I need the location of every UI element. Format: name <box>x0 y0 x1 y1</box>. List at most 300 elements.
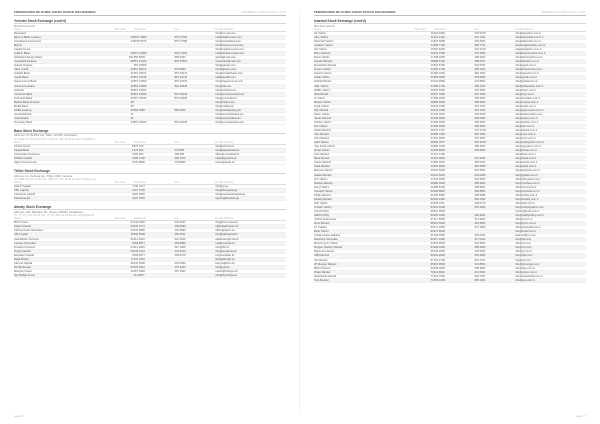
cell-code: 60 <box>415 230 434 234</box>
cell-tel: 867 21022 <box>134 60 175 64</box>
cell-email[interactable]: info@ffin.kz <box>215 245 286 249</box>
cell-name: Kapital Bank <box>14 149 115 153</box>
cell-email[interactable]: info@delta.com.tr <box>515 165 586 169</box>
cell-fax: 384 1001 <box>474 72 515 76</box>
cell-email[interactable]: mail@centras.kz <box>215 241 286 245</box>
cell-email[interactable]: info@tbccapital.ge <box>215 189 286 193</box>
cell-code: 35 <box>115 88 134 92</box>
exchange-title <box>314 19 586 24</box>
cell-email[interactable]: info@acbaleasing.am <box>215 108 286 112</box>
cell-email[interactable]: ata@atayatirim.com.tr <box>515 48 586 52</box>
cell-name: Morgan Stanley Menkul <box>314 246 415 250</box>
cell-email[interactable]: info@alfacapital.kz <box>215 233 286 237</box>
cell-name: Deniz Yatirim <box>314 56 415 60</box>
cell-tel: 285 1700 <box>434 84 475 88</box>
cell-email[interactable]: info@sanko.com.tr <box>515 116 586 120</box>
cell-code: 39 <box>115 104 134 108</box>
cell-email[interactable]: invest@zhetysu.kz <box>215 269 286 273</box>
column-header-email: E-mail address <box>215 181 286 185</box>
cell-email[interactable]: info@sekerbank.com.tr <box>515 274 586 278</box>
cell-tel: 393 4200 <box>434 214 475 218</box>
cell-name: Eurasian Capital <box>14 253 115 257</box>
cell-email[interactable]: info@akyatirim.com.tr <box>515 31 586 35</box>
cell-email[interactable]: info@skybridge.kz <box>215 273 286 277</box>
cell-name: TBC Capital <box>14 189 115 193</box>
cell-email[interactable]: inecobank@mail.com <box>215 60 286 64</box>
cell-email[interactable]: info@marbas.com.tr <box>515 181 586 185</box>
cell-code: 7 <box>115 185 134 189</box>
exchange-contact-line: Tel: (994 12) 498 94 40 Fax: (994 12) 498 00 66 E-mail: info@bfb.az <box>14 137 96 141</box>
cell-tel: 244 5090 <box>134 261 175 265</box>
cell-email[interactable]: info@polen.com.tr <box>515 270 586 274</box>
cell-email[interactable]: info@unibank.am <box>215 88 286 92</box>
cell-name: Anelik Bank <box>14 76 115 80</box>
exchange-title <box>14 169 286 174</box>
cell-tel: 366 8800 <box>434 189 475 193</box>
cell-tel: 441 8800 <box>134 161 175 165</box>
cell-fax: 276 2728 <box>474 129 515 133</box>
cell-email[interactable]: info@teb.com.tr <box>515 124 586 128</box>
cell-name: Anadolu Yatirim <box>314 44 415 48</box>
cell-email[interactable]: info@paymenkul.com.tr <box>515 108 586 112</box>
cell-name: Sekerbank Menkul <box>314 274 415 278</box>
cell-email[interactable]: info@a1capital.com.tr <box>515 226 586 230</box>
cell-name: Meksa Yatirim <box>314 100 415 104</box>
cell-email[interactable]: info@kapitalbank.az <box>215 149 286 153</box>
cell-name: BGC Partners <box>314 266 415 270</box>
cell-email[interactable]: credit@sarin.com <box>215 68 286 72</box>
cell-fax: 259 6078 <box>174 253 215 257</box>
cell-code: 23 <box>115 39 134 43</box>
cell-email[interactable]: info@ulus.com.tr <box>515 133 586 137</box>
cell-fax: 267 1831 <box>174 269 215 273</box>
cell-email[interactable]: info@isyatirim.com.tr <box>515 96 586 100</box>
cell-name: Mellat Bank <box>14 104 115 108</box>
cell-email[interactable]: info@bizimmenkul.com.tr <box>515 52 586 56</box>
cell-email[interactable]: info@gt.ge <box>215 185 286 189</box>
cell-tel: 240 1617 <box>134 185 175 189</box>
cell-email[interactable]: info@tengricap.kz <box>215 249 286 253</box>
cell-name: Hayeconomy Bank <box>14 80 115 84</box>
cell-fax: 349 0401 <box>474 234 515 238</box>
cell-email[interactable]: info@taib.com.tr <box>515 201 586 205</box>
cell-name: Halk Yatirim <box>314 84 415 88</box>
cell-name: Bizim Menkul <box>314 52 415 56</box>
cell-fax: 350 0211 <box>474 161 515 165</box>
cell-email[interactable]: info@zirve.com.tr <box>515 222 586 226</box>
section-list <box>14 19 286 278</box>
cell-fax: 367 7001 <box>474 92 515 96</box>
cell-email[interactable]: info@alternatif.com.tr <box>515 39 586 43</box>
cell-code: 59 <box>415 226 434 230</box>
cell-email[interactable]: info@halkyatirim.com.tr <box>515 84 586 88</box>
cell-email[interactable]: info@infoyatirim.com <box>515 177 586 181</box>
column-header-fax: Fax <box>174 217 215 221</box>
column-header-name: Name <box>14 217 115 221</box>
cell-tel: 355 4646 <box>434 120 475 124</box>
cell-email[interactable]: info@db.com <box>515 238 586 242</box>
cell-code: 61 <box>115 221 134 225</box>
cell-fax: 310 6210 <box>474 48 515 52</box>
cell-tel: 867 31620 <box>134 120 175 124</box>
cell-fax: 355 4601 <box>474 124 515 128</box>
cell-name: Acar Menkul <box>314 153 415 157</box>
cell-email[interactable]: info@jpmorgan.com <box>515 262 586 266</box>
cell-email[interactable]: office@unicapital.az <box>215 153 286 157</box>
cell-email[interactable]: info@bcc-invest.kz <box>215 221 286 225</box>
cell-tel: 372 700 <box>134 144 175 148</box>
cell-email[interactable]: info@nurol.com.tr <box>515 185 586 189</box>
cell-email[interactable]: mail@ardshin-bank.com <box>215 52 286 56</box>
cell-email[interactable]: info@sekeryatirim.com <box>515 112 586 116</box>
cell-email[interactable]: registry@kavkas.ge <box>215 197 286 201</box>
cell-fax: 200 950 <box>174 153 215 157</box>
cell-code: 12 <box>115 269 134 273</box>
cell-fax: 368 6701 <box>474 60 515 64</box>
cell-name: Bulls Yatirim <box>314 230 415 234</box>
cell-fax: 339 8001 <box>474 149 515 153</box>
cell-name: Zhetysu Invest <box>14 269 115 273</box>
cell-email[interactable]: info@garanti.com.tr <box>515 72 586 76</box>
cell-email[interactable]: info@ren-ak.com <box>215 31 286 35</box>
cell-email[interactable]: delta@broker.kz <box>215 257 286 261</box>
cell-code: 36 <box>415 133 434 137</box>
cell-tel: 370 1500 <box>434 52 475 56</box>
cell-name: Galata Menkul <box>314 173 415 177</box>
column-header-code: SE Code <box>115 217 134 221</box>
cell-name: Tengri Capital <box>14 249 115 253</box>
cell-email[interactable]: info@acar.com.tr <box>515 153 586 157</box>
cell-name: Global Menkul <box>314 80 415 84</box>
cell-tel: 279 3312 <box>134 265 175 269</box>
column-header-email: E-mail address <box>515 28 586 32</box>
cell-tel: 286 3000 <box>434 181 475 185</box>
cell-name: ING Menkul <box>314 92 415 96</box>
cell-fax: 319 5701 <box>474 64 515 68</box>
cell-code: 72 <box>415 278 434 282</box>
cell-code: 3 <box>115 153 134 157</box>
cell-tel: 867 20050 <box>134 64 175 68</box>
cell-tel: 244 3232 <box>134 221 175 225</box>
cell-name: Prometey Bank <box>14 120 115 124</box>
cell-tel: 367 3600 <box>434 209 475 213</box>
cell-tel: 227 2700 <box>134 189 175 193</box>
cell-email[interactable]: info@tekstil.com.tr <box>515 129 586 133</box>
cell-fax: 244 7001 <box>474 108 515 112</box>
cell-fax <box>174 197 215 201</box>
cell-code: 34 <box>415 124 434 128</box>
cell-code: 28 <box>415 100 434 104</box>
cell-fax: 867 21570 <box>174 80 215 84</box>
cell-email[interactable]: info@oyak.com.tr <box>515 104 586 108</box>
cell-code: 30 <box>415 108 434 112</box>
cell-name: Yatirim Finansman <box>314 218 415 222</box>
cell-tel: 200 900 <box>134 153 175 157</box>
cell-email[interactable]: info@araratbank.com <box>215 39 286 43</box>
cell-fax: 318 2501 <box>474 177 515 181</box>
cell-email[interactable]: post@conversebank.am <box>215 92 286 96</box>
cell-tel: 370 800 <box>134 149 175 153</box>
cell-fax: 354 4401 <box>474 197 515 201</box>
cell-email[interactable]: info@aeb.am <box>215 84 286 88</box>
cell-email[interactable]: info@ekspres.com.tr <box>515 169 586 173</box>
cell-code: 51 <box>415 193 434 197</box>
cell-tel: 311 3034 <box>134 237 175 241</box>
cell-email[interactable]: hf@halykfinance.kz <box>215 225 286 229</box>
cell-code: 24 <box>115 229 134 233</box>
cell-name: Teb Yatirim <box>314 124 415 128</box>
cell-email[interactable]: info@bgc.com.tr <box>515 266 586 270</box>
cell-fax: 367 3637 <box>474 137 515 141</box>
cell-email[interactable]: portfoy@unlu.com.tr <box>515 209 586 213</box>
cell-code: 14 <box>415 44 434 48</box>
cell-code: 45 <box>415 169 434 173</box>
column-header-fax: Fax <box>174 28 215 32</box>
cell-code: 53 <box>415 201 434 205</box>
cell-name: Unicapital Investment <box>14 153 115 157</box>
cell-email[interactable]: info@phillip.com.tr <box>515 193 586 197</box>
cell-code: 17 <box>415 56 434 60</box>
cell-code: 31 <box>415 112 434 116</box>
cell-code: 23 <box>415 80 434 84</box>
column-header-name: Name <box>14 28 115 32</box>
cell-code: 38 <box>115 100 134 104</box>
cell-tel: 317 0100 <box>434 238 475 242</box>
cell-name: Garant Finance <box>14 64 115 68</box>
cell-email[interactable]: info@strateji.com.tr <box>515 197 586 201</box>
cell-tel: 867 31330 <box>134 96 175 100</box>
cell-email[interactable]: info@procredit.am <box>215 96 286 100</box>
table-row <box>314 278 586 282</box>
cell-email[interactable]: global@mail.com <box>215 56 286 60</box>
column-header-tel: Telephone <box>134 181 175 185</box>
cell-email[interactable]: info@tacirler.com.tr <box>515 120 586 124</box>
cell-email[interactable]: invest@aqrar.az <box>215 161 286 165</box>
cell-email[interactable]: info@prometeybank.am <box>215 120 286 124</box>
cell-email[interactable]: info@ms.com <box>515 246 586 250</box>
cell-fax: 244 2120 <box>174 249 215 253</box>
cell-email[interactable]: info@aztrust.az <box>215 144 286 148</box>
cell-email[interactable]: info@denizyatirim.com <box>515 56 586 60</box>
cell-email[interactable]: info@dundar.com.tr <box>515 60 586 64</box>
cell-tel: 315 6500 <box>434 39 475 43</box>
cell-tel: 867 19062 <box>134 88 175 92</box>
cell-code: 39 <box>115 261 134 265</box>
cell-fax: 311 3040 <box>174 237 215 241</box>
cell-tel: 267 1830 <box>134 269 175 273</box>
exchange-title <box>14 205 286 210</box>
cell-code: 5 <box>115 161 134 165</box>
cell-email[interactable]: info@armswissbank.am <box>215 112 286 116</box>
cell-code: 8 <box>115 241 134 245</box>
exchange-contact-line: Tel: (7 727) 237 53 00 Fax: (7 727) 296 64 02 E-mail: info@kase.kz <box>14 213 95 217</box>
cell-fax: 376 4601 <box>474 88 515 92</box>
members-table <box>314 28 586 283</box>
cell-name: Turkish Yatirim <box>314 205 415 209</box>
cell-name: Strateji Menkul <box>314 197 415 201</box>
members-table <box>14 28 286 125</box>
cell-code: 34 <box>115 84 134 88</box>
cell-email[interactable]: info@boone-invest.com <box>215 44 286 48</box>
cell-email[interactable]: office@kazks.kz <box>215 229 286 233</box>
running-head <box>314 10 586 16</box>
column-header-name: Name <box>14 181 115 185</box>
cell-tel: 318 2500 <box>434 177 475 181</box>
cell-email[interactable]: info@gedik.com.tr <box>515 76 586 80</box>
cell-tel: 319 2000 <box>434 254 475 258</box>
cell-name: Freedom Finance <box>14 245 115 249</box>
cell-email[interactable]: info@ziraat.com.tr <box>515 149 586 153</box>
cell-fax: 259 0593 <box>174 225 215 229</box>
cell-tel: 212 1420 <box>434 35 475 39</box>
cell-email[interactable]: info@ubs.com <box>515 254 586 258</box>
cell-tel: 335 0000 <box>434 116 475 120</box>
cell-email[interactable]: info@garant.com <box>215 64 286 68</box>
column-header-name: Name <box>314 28 415 32</box>
cell-code: 19 <box>415 64 434 68</box>
cell-email[interactable]: info@artsakhbank.com <box>215 72 286 76</box>
cell-email[interactable]: info@egeli.com.tr <box>515 64 586 68</box>
cell-email[interactable]: info@ykyatirim.com.tr <box>515 145 586 149</box>
cell-fax: 339 3901 <box>474 266 515 270</box>
cell-tel: 282 1700 <box>434 68 475 72</box>
cell-tel: 319 5700 <box>434 64 475 68</box>
cell-email[interactable]: info@bulls.com.tr <box>515 230 586 234</box>
cell-code: 2 <box>115 189 134 193</box>
cell-email[interactable]: info@yf.com.tr <box>515 218 586 222</box>
cell-email[interactable]: info@mellat.am <box>215 104 286 108</box>
cell-email[interactable]: info@caucasuscapital.ge <box>215 193 286 197</box>
cell-name: Phillip Menkul <box>314 193 415 197</box>
exchange-section <box>14 169 286 201</box>
cell-email[interactable]: info@ing.com.tr <box>515 92 586 96</box>
cell-fax: 352 3578 <box>474 141 515 145</box>
cell-email[interactable]: info@alanyatirim.com.tr <box>515 35 586 39</box>
cell-email[interactable]: info@areximbank.am <box>215 116 286 120</box>
cell-email[interactable]: asiabroker@mail.kz <box>215 237 286 241</box>
cell-fax: 866 3076 <box>174 108 215 112</box>
cell-code: 40 <box>415 149 434 153</box>
cell-fax: 250 5511 <box>174 233 215 237</box>
cell-email[interactable]: info@camis.com.tr <box>515 161 586 165</box>
cell-email[interactable]: info@unlu.com.tr <box>515 137 586 141</box>
cell-email[interactable]: info@galata.com.tr <box>515 173 586 177</box>
cell-fax: 861 23540 <box>174 84 215 88</box>
cell-name: Unlu Menkul <box>314 137 415 141</box>
cell-email[interactable]: info@hsbc.com.tr <box>515 88 586 92</box>
cell-name: Areximbank <box>14 116 115 120</box>
cell-email[interactable]: info@citi.com <box>515 258 586 262</box>
cell-name: Araratbank Investment <box>14 39 115 43</box>
cell-tel: 367 7000 <box>434 92 475 96</box>
cell-code: 24 <box>415 84 434 88</box>
cell-tel: 330 0171 <box>134 225 175 229</box>
cell-email[interactable]: info@byblos.am <box>215 100 286 104</box>
cell-fax: 280 1001 <box>474 145 515 149</box>
cell-code: 58 <box>415 222 434 226</box>
cell-email[interactable]: info@global.com.tr <box>515 80 586 84</box>
cell-code: 71 <box>415 274 434 278</box>
cell-name: Delta Broker <box>14 257 115 261</box>
cell-email[interactable]: mail@anelik.com <box>215 76 286 80</box>
cell-email[interactable]: info@rgb.kz <box>215 265 286 269</box>
cell-name: Osmanli Yatirim <box>314 189 415 193</box>
cell-fax: 335 0001 <box>474 116 515 120</box>
cell-email[interactable]: info@hayeconomy.com <box>215 80 286 84</box>
cell-name: Gedik Yatirim <box>314 76 415 80</box>
cell-name: Camis Menkul <box>314 161 415 165</box>
cell-fax: 334 9470 <box>474 31 515 35</box>
cell-name: Garanti Yatirim <box>314 72 415 76</box>
cell-email[interactable]: anadolu@anadolu.com.tr <box>515 44 586 48</box>
cell-email[interactable]: info@turkishyatirim.com <box>515 205 586 209</box>
cell-email[interactable]: info@tera.com.tr <box>515 278 586 282</box>
cell-code: 52 <box>115 237 134 241</box>
cell-code: 33 <box>415 120 434 124</box>
cell-code: 40 <box>115 108 134 112</box>
cell-code: 38 <box>415 141 434 145</box>
cell-code: 43 <box>115 120 134 124</box>
cell-email[interactable]: capital@pasha.az <box>215 157 286 161</box>
cell-fax: 867 27700 <box>174 35 215 39</box>
exchange-name: Istanbul Stock Exchange (cont'd) <box>314 19 366 23</box>
cell-email[interactable]: mail@baltic-bank.com <box>215 35 286 39</box>
cell-tel: 225 3535 <box>134 193 175 197</box>
cell-code: 55 <box>415 209 434 213</box>
cell-fax: 856 9462 <box>174 56 215 60</box>
running-head <box>14 10 286 16</box>
cell-email[interactable]: kazyna@kcm.kz <box>215 261 286 265</box>
cell-email[interactable]: ec@eurasian.kz <box>215 253 286 257</box>
cell-code: 46 <box>415 173 434 177</box>
cell-email[interactable]: info@meksa.com.tr <box>515 100 586 104</box>
cell-code: 45 <box>115 249 134 253</box>
cell-name: Centras Securities <box>14 241 115 245</box>
cell-fax: 319 7001 <box>474 274 515 278</box>
cell-code: 11 <box>415 35 434 39</box>
cell-code: 21 <box>415 72 434 76</box>
cell-fax: 319 8501 <box>474 262 515 266</box>
exchange-contact-line: Add.ress: 11, Kazbegi Ave, Tbilisi, 0160, Georgia <box>14 174 73 178</box>
column-header-tel: Telephone <box>434 28 475 32</box>
cell-email[interactable]: info@finansinvest.com <box>515 68 586 72</box>
cell-name: Bank of Baltic Leasing <box>14 35 115 39</box>
cell-name: PASHA Capital <box>14 157 115 161</box>
cell-email[interactable]: info@baha.com.tr <box>515 157 586 161</box>
cell-email[interactable]: istanbul@cs.com <box>515 234 586 238</box>
cell-fax: 244 5092 <box>174 261 215 265</box>
cell-email[interactable]: info@rj.com.tr <box>515 250 586 254</box>
members-table <box>14 217 286 278</box>
cell-tel: 319 1200 <box>434 104 475 108</box>
cell-name: Vakif Portföy <box>314 214 415 218</box>
cell-tel: 244 6464 <box>434 173 475 177</box>
cell-fax: 867 27780 <box>174 39 215 43</box>
cell-email[interactable]: info@vakifportfoy.com.tr <box>515 214 586 218</box>
cell-code: 48 <box>415 181 434 185</box>
column-header-code: SE Code <box>415 28 434 32</box>
cell-name: Dundar Menkul <box>314 60 415 64</box>
cell-code: 31 <box>115 72 134 76</box>
cell-tel: 322 5500 <box>434 222 475 226</box>
cell-name: UBS Menkul <box>314 254 415 258</box>
cell-email[interactable]: info@ml.com <box>515 242 586 246</box>
column-header-fax: Fax <box>174 141 215 145</box>
cell-email[interactable]: info@capital-invest.com <box>215 48 286 52</box>
cell-email[interactable]: info@osmanli.com.tr <box>515 189 586 193</box>
cell-email[interactable]: info@vakifyatirim.com.tr <box>515 141 586 145</box>
cell-fax: 315 6501 <box>474 39 515 43</box>
